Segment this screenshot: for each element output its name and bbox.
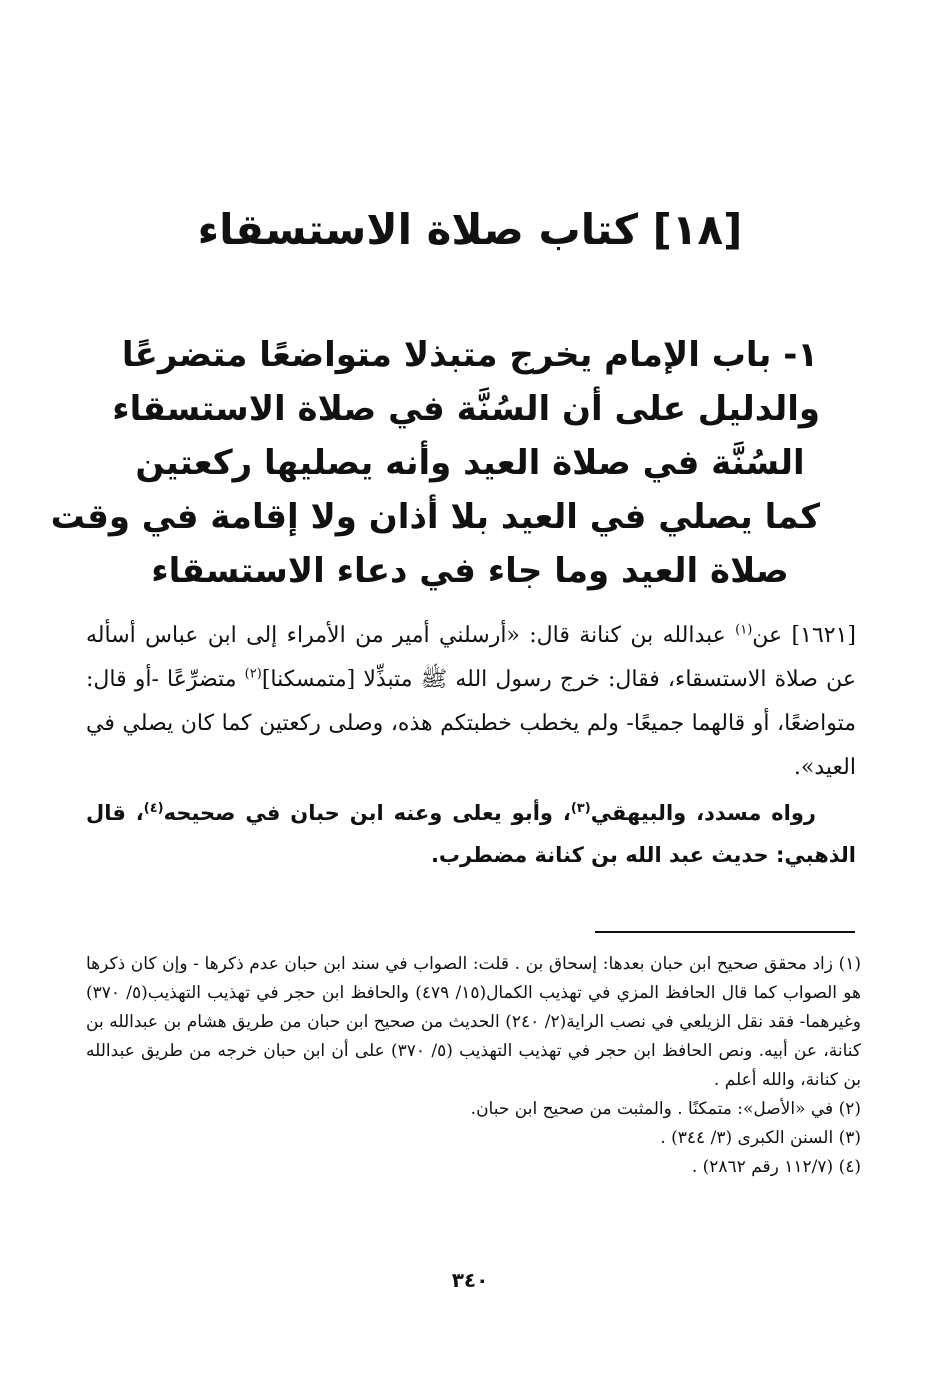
section-heading <box>50 328 820 598</box>
footnote-item: (٣) السنن الكبرى (٣/ ٣٤٤) . <box>660 1128 861 1148</box>
hadith-text-part: عن <box>752 623 783 648</box>
section-heading-line: السُنَّة في صلاة العيد وأنه يصليها ركعتين <box>135 443 805 483</box>
page-number: ٣٤٠ <box>451 1268 489 1292</box>
section-heading-line: كما يصلي في العيد بلا أذان ولا إقامة في وقت <box>50 497 820 537</box>
footnote-ref[interactable]: (٣) <box>570 801 591 816</box>
hadith-text <box>86 614 856 790</box>
footnote-item: (٢) في «الأصل»: متمكنًا . والمثبت من صحيح ابن حبان. <box>470 1099 861 1119</box>
footnotes-list <box>86 950 861 1182</box>
section-heading-line: صلاة العيد وما جاء في دعاء الاستسقاء <box>151 551 789 591</box>
footnote-divider <box>595 931 855 933</box>
footnote-item: (١) زاد محقق صحيح ابن حبان بعدها: إسحاق بن . قلت: الصواب في سند ابن حبان عدم ذكرها - وإن كان ذكرها هو الصواب كما قال الحافظ المزي في تهذيب الكمال(١٥/ ٤٧٩) والحافظ ابن حجر في تهذيب التهذيب(٥/ ٣٧٠) وغيرهما- فقد نقل الزيلعي في نصب الراية(٢/ ٢٤٠) الحديث من صحيح ابن حبان من طريق هشام بن عبدالله بن كنانة، عن أبيه. ونص الحافظ ابن حجر في تهذيب التهذيب (٥/ ٣٧٠) على أن ابن حبان خرجه من طريق عبدالله بن كنانة، والله أعلم . <box>86 954 861 1090</box>
footnote-ref[interactable]: (١) <box>735 622 753 638</box>
footnote-ref[interactable]: (٢) <box>244 666 262 682</box>
takhrij-text-part: ، قال الذهبي: حديث عبد الله بن كنانة مضطرب. <box>86 801 856 867</box>
chapter-title: [١٨] كتاب صلاة الاستسقاء <box>197 205 743 254</box>
hadith-number: [١٦٢١] <box>791 623 856 648</box>
footnote-item: (٤) (١١٢/٧ رقم ٢٨٦٢) . <box>691 1157 861 1177</box>
section-heading-line: والدليل على أن السُنَّة في صلاة الاستسقاء <box>112 389 820 429</box>
footnote-ref[interactable]: (٤) <box>143 801 164 816</box>
section-heading-line: ١- باب الإمام يخرج متبذلا متواضعًا متضرعًا <box>121 335 819 375</box>
takhrij-text <box>86 792 856 876</box>
takhrij-text-part: رواه مسدد، والبيهقي <box>590 801 816 825</box>
hadith-text-part: متضرِّعًا -أو قال: متواضعًا، أو قالهما جميعًا- ولم يخطب خطبتكم هذه، وصلى ركعتين كما كان يصلي في العيد». <box>86 667 856 780</box>
hadith-text-part: عبدالله بن كنانة قال: «أرسلني أمير من الأمراء إلى ابن عباس أسأله عن صلاة الاستسقاء، فقال: خرج رسول الله ﷺ متبذِّلا [متمسكنا] <box>86 623 856 692</box>
takhrij-text-part: ، وأبو يعلى وعنه ابن حبان في صحيحه <box>163 801 571 825</box>
